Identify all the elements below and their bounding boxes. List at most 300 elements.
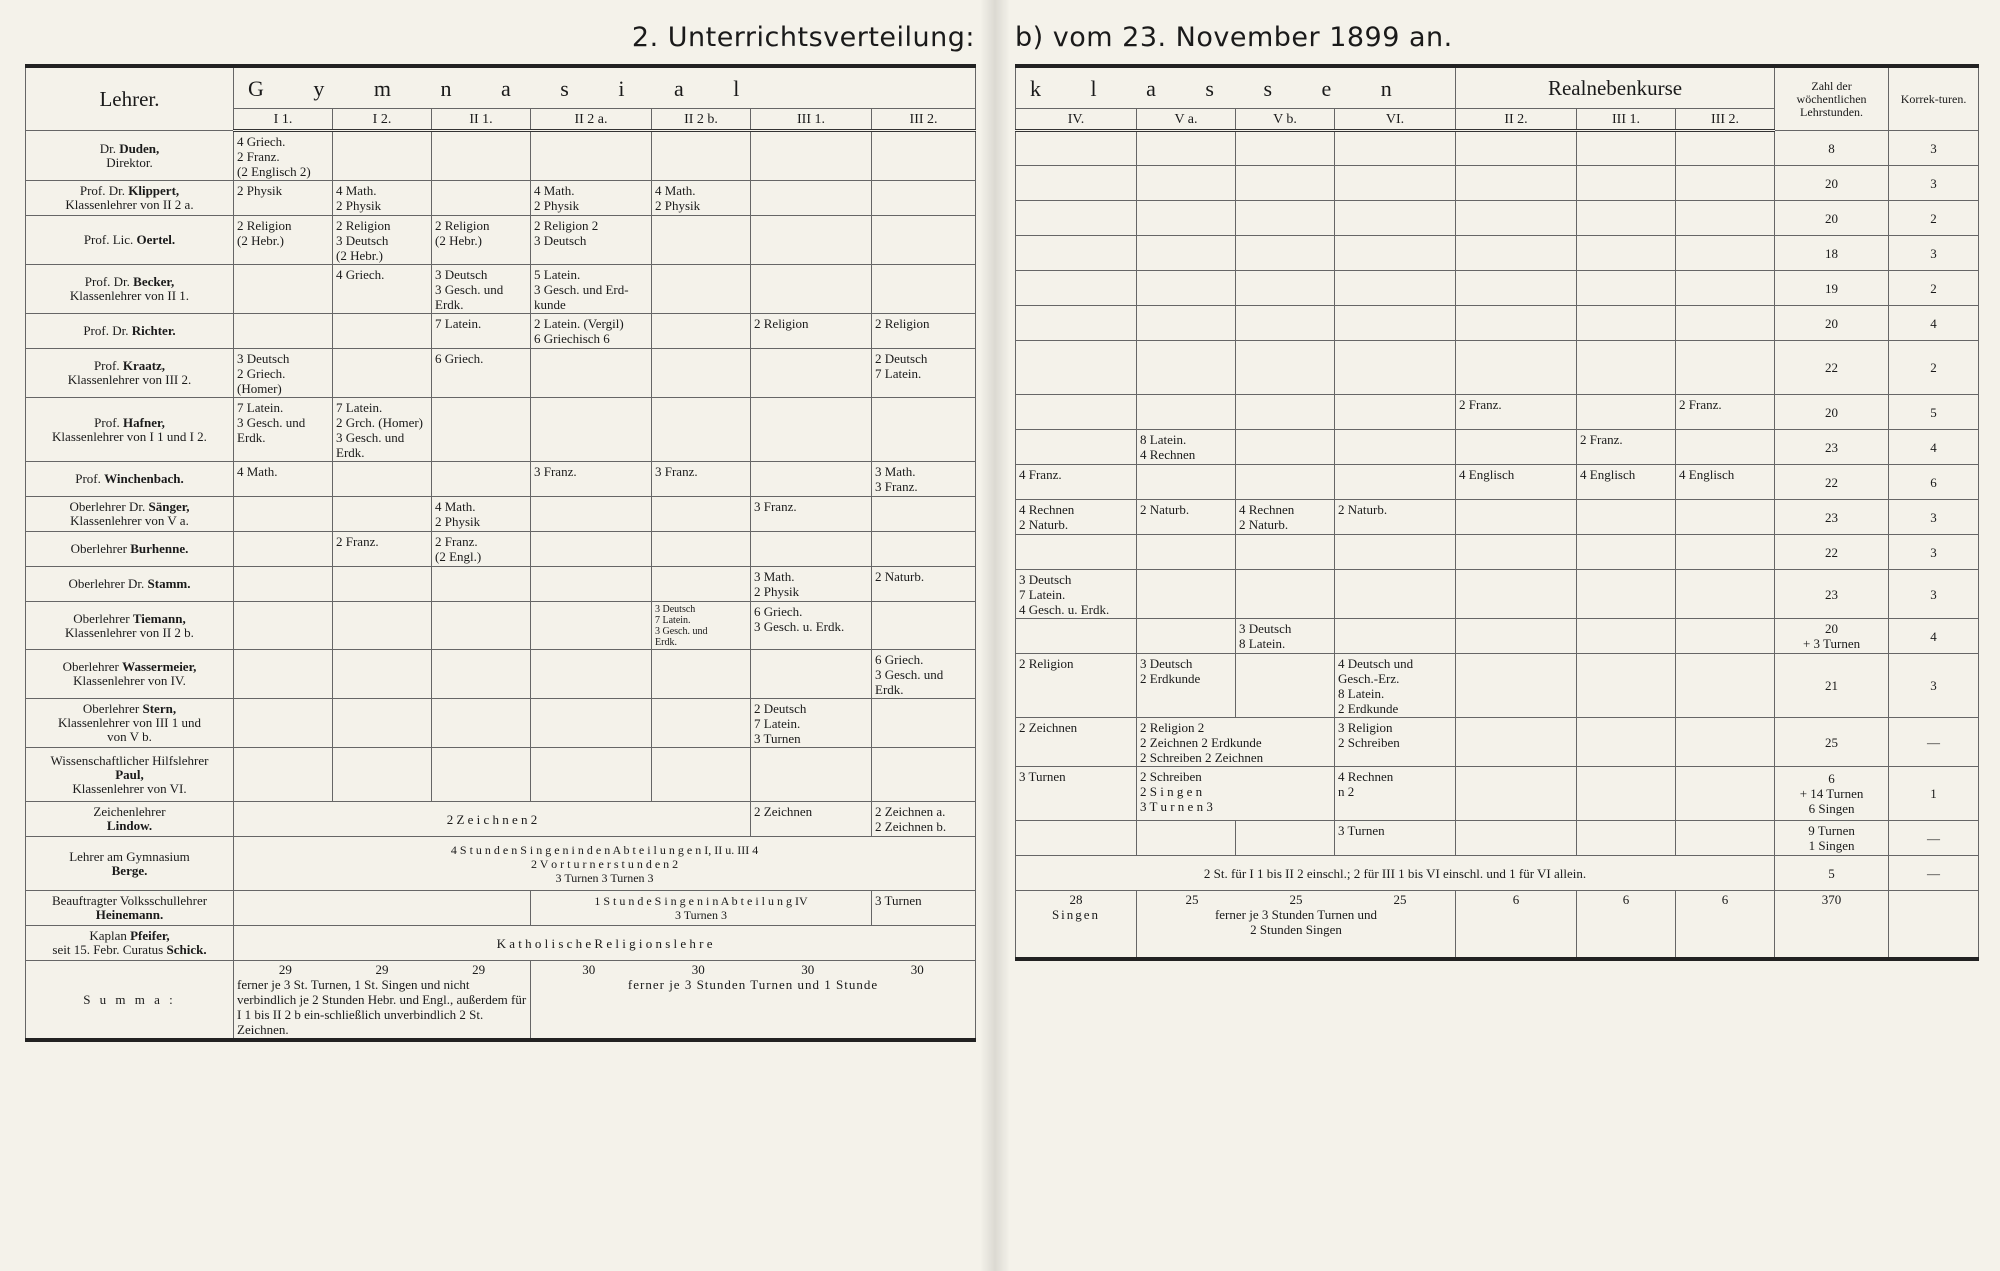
schedule-table-left bbox=[25, 64, 976, 1042]
schedule-cell bbox=[1456, 500, 1577, 535]
hours-cell: 20 + 3 Turnen bbox=[1775, 619, 1889, 654]
class-header: II 2 a. bbox=[531, 109, 652, 131]
schedule-cell bbox=[872, 216, 976, 265]
schedule-cell: 3 Deutsch 2 Erdkunde bbox=[1137, 654, 1236, 718]
schedule-cell: 2 Latein. (Vergil) 6 Griechisch 6 bbox=[531, 314, 652, 349]
teacher-title: Lehrer am Gymnasium bbox=[69, 848, 190, 864]
teacher-name: Winchenbach. bbox=[104, 471, 184, 486]
schedule-cell bbox=[1676, 341, 1775, 395]
summa-note: ferner je 3 St. Turnen, 1 St. Singen und nicht verbindlich je 2 Stunden Hebr. und Engl., außerdem für I 1 bis II 2 b ein-schließlich unverbindlich 2 St. Zeichnen. bbox=[237, 977, 527, 1037]
schedule-cell bbox=[1137, 166, 1236, 201]
schedule-cell: 2 Deutsch 7 Latein. 3 Turnen bbox=[751, 699, 872, 748]
schedule-cell bbox=[531, 398, 652, 462]
schedule-cell bbox=[1676, 271, 1775, 306]
schedule-cell bbox=[1236, 570, 1335, 619]
korrekturen-cell: 3 bbox=[1889, 166, 1979, 201]
summa-number: 6 bbox=[1577, 891, 1676, 959]
summa-cell bbox=[234, 961, 531, 1041]
schedule-cell bbox=[1676, 166, 1775, 201]
schedule-cell bbox=[531, 699, 652, 748]
hours-cell: 23 bbox=[1775, 500, 1889, 535]
teacher-name-cell bbox=[26, 216, 234, 265]
schedule-cell: 6 Griech. 3 Gesch. u. Erdk. bbox=[751, 602, 872, 650]
teacher-name: Klippert, bbox=[128, 183, 180, 198]
schedule-cell: 3 Deutsch 7 Latein. 3 Gesch. und Erdk. bbox=[652, 602, 751, 650]
schedule-cell bbox=[531, 349, 652, 398]
right-page-title: b) vom 23. November 1899 an. bbox=[1015, 22, 1453, 53]
table-row bbox=[1016, 465, 1979, 500]
schedule-cell bbox=[432, 650, 531, 699]
summa-number: 30 bbox=[691, 962, 705, 977]
schedule-cell bbox=[531, 567, 652, 602]
class-header: III 2. bbox=[872, 109, 976, 131]
table-row bbox=[1016, 718, 1979, 767]
schedule-cell bbox=[1456, 306, 1577, 341]
hours-cell: 5 bbox=[1775, 856, 1889, 891]
schedule-cell bbox=[234, 314, 333, 349]
schedule-cell: 2 Religion bbox=[872, 314, 976, 349]
hours-cell: 20 bbox=[1775, 166, 1889, 201]
schedule-table-right bbox=[1015, 64, 1979, 961]
schedule-cell bbox=[432, 181, 531, 216]
teacher-title: Oberlehrer Dr. bbox=[68, 576, 148, 591]
class-header: V a. bbox=[1137, 109, 1236, 131]
table-row bbox=[1016, 395, 1979, 430]
schedule-cell bbox=[1236, 131, 1335, 166]
schedule-cell bbox=[1456, 821, 1577, 856]
schedule-cell bbox=[751, 216, 872, 265]
table-row bbox=[26, 181, 976, 216]
table-row bbox=[26, 497, 976, 532]
korrekturen-cell: 2 bbox=[1889, 201, 1979, 236]
schedule-cell: 3 Turnen bbox=[1335, 821, 1456, 856]
group-header-klassen: k l a s s e n bbox=[1016, 66, 1456, 109]
teacher-title: Beauftragter Volksschullehrer bbox=[51, 893, 208, 908]
schedule-cell bbox=[1137, 201, 1236, 236]
schedule-cell bbox=[1456, 166, 1577, 201]
schedule-cell bbox=[1676, 430, 1775, 465]
table-row bbox=[26, 314, 976, 349]
schedule-cell bbox=[1335, 535, 1456, 570]
teacher-name: Tiemann, bbox=[132, 610, 186, 626]
schedule-cell: 4 Math. 2 Physik bbox=[531, 181, 652, 216]
schedule-cell: 4 Griech. bbox=[333, 265, 432, 314]
teacher-name-secondary: Schick. bbox=[166, 942, 207, 957]
teacher-name-cell bbox=[26, 650, 234, 699]
teacher-name: Heinemann. bbox=[95, 907, 164, 922]
schedule-cell bbox=[751, 748, 872, 802]
table-row bbox=[26, 891, 976, 926]
schedule-cell bbox=[432, 602, 531, 650]
teacher-name: Oertel. bbox=[136, 232, 176, 247]
schedule-cell bbox=[1335, 570, 1456, 619]
teacher-name: Berge. bbox=[111, 862, 148, 878]
schedule-cell: 4 Rechnen n 2 bbox=[1335, 767, 1456, 821]
table-row bbox=[26, 265, 976, 314]
schedule-cell: 7 Latein. 2 Grch. (Homer) 3 Gesch. und Erdk. bbox=[333, 398, 432, 462]
group-header-realnebenkurse: Realnebenkurse bbox=[1456, 66, 1775, 109]
teacher-name: Paul, bbox=[115, 766, 144, 782]
class-header: I 2. bbox=[333, 109, 432, 131]
hours-cell: 19 bbox=[1775, 271, 1889, 306]
schedule-cell bbox=[1335, 619, 1456, 654]
schedule-cell bbox=[1456, 341, 1577, 395]
schedule-cell: 4 Rechnen 2 Naturb. bbox=[1016, 500, 1137, 535]
teacher-role: Klassenlehrer von IV. bbox=[73, 673, 186, 688]
table-row bbox=[1016, 306, 1979, 341]
schedule-cell bbox=[1335, 341, 1456, 395]
schedule-cell: 2 Franz. bbox=[1456, 395, 1577, 430]
schedule-cell: 3 Franz. bbox=[652, 462, 751, 497]
schedule-cell bbox=[1335, 465, 1456, 500]
teacher-name: Stern, bbox=[142, 701, 177, 716]
schedule-cell bbox=[1577, 306, 1676, 341]
schedule-cell bbox=[1676, 718, 1775, 767]
schedule-cell bbox=[1676, 767, 1775, 821]
teacher-name-cell bbox=[26, 314, 234, 349]
schedule-cell bbox=[1676, 619, 1775, 654]
schedule-cell bbox=[234, 699, 333, 748]
left-page-title: 2. Unterrichtsverteilung: bbox=[631, 22, 975, 53]
schedule-cell bbox=[333, 314, 432, 349]
schedule-cell bbox=[872, 748, 976, 802]
teacher-title: Prof. Lic. bbox=[83, 232, 137, 247]
teacher-name-cell bbox=[26, 748, 234, 802]
schedule-cell: 2 Religion (2 Hebr.) bbox=[432, 216, 531, 265]
hours-cell: 20 bbox=[1775, 395, 1889, 430]
teacher-title: Oberlehrer bbox=[73, 610, 133, 626]
schedule-cell: 2 Zeichnen bbox=[751, 802, 872, 837]
schedule-cell: 5 Latein. 3 Gesch. und Erd- kunde bbox=[531, 265, 652, 314]
teacher-title: Prof. Dr. bbox=[79, 183, 129, 198]
schedule-cell: 2 Naturb. bbox=[1335, 500, 1456, 535]
table-row bbox=[26, 650, 976, 699]
table-row bbox=[1016, 619, 1979, 654]
schedule-cell bbox=[872, 398, 976, 462]
korrekturen-cell: 5 bbox=[1889, 395, 1979, 430]
schedule-cell bbox=[652, 699, 751, 748]
summa-number: 6 bbox=[1676, 891, 1775, 959]
table-row bbox=[26, 462, 976, 497]
schedule-cell bbox=[1577, 619, 1676, 654]
table-row bbox=[26, 532, 976, 567]
table-row bbox=[1016, 821, 1979, 856]
schedule-cell bbox=[1676, 306, 1775, 341]
spanning-cell: 4 S t u n d e n S i n g e n i n d e n A b t e i l u n g e n I, II u. III 4 2 V o r t u r n e r s t u n d e n 2 3 Turnen 3 Turnen 3 bbox=[234, 837, 976, 891]
table-row bbox=[26, 926, 976, 961]
left-page bbox=[0, 0, 995, 1271]
schedule-cell bbox=[1456, 570, 1577, 619]
schedule-cell: 4 Englisch bbox=[1456, 465, 1577, 500]
schedule-cell bbox=[1236, 306, 1335, 341]
table-row bbox=[26, 837, 976, 891]
schedule-cell bbox=[1456, 619, 1577, 654]
schedule-cell: 3 Franz. bbox=[531, 462, 652, 497]
schedule-cell bbox=[1236, 271, 1335, 306]
schedule-cell bbox=[1236, 341, 1335, 395]
schedule-cell: 2 Religion 2 2 Zeichnen 2 Erdkunde 2 Schreiben 2 Zeichnen bbox=[1137, 718, 1335, 767]
schedule-cell: 8 Latein. 4 Rechnen bbox=[1137, 430, 1236, 465]
korrekturen-cell: 3 bbox=[1889, 654, 1979, 718]
schedule-cell bbox=[1456, 654, 1577, 718]
col-header-hours: Zahl der wöchentlichen Lehrstunden. bbox=[1775, 66, 1889, 131]
table-row bbox=[1016, 500, 1979, 535]
table-row bbox=[26, 699, 976, 748]
schedule-cell: 4 Deutsch und Gesch.-Erz. 8 Latein. 2 Erdkunde bbox=[1335, 654, 1456, 718]
table-row bbox=[1016, 271, 1979, 306]
schedule-cell: 4 Rechnen 2 Naturb. bbox=[1236, 500, 1335, 535]
schedule-cell: 6 Griech. 3 Gesch. und Erdk. bbox=[872, 650, 976, 699]
schedule-cell bbox=[1577, 500, 1676, 535]
class-header: III 2. bbox=[1676, 109, 1775, 131]
table-row bbox=[1016, 430, 1979, 465]
summa-number: 30 bbox=[910, 962, 924, 977]
teacher-name: Burhenne. bbox=[130, 541, 189, 556]
schedule-cell bbox=[1236, 166, 1335, 201]
schedule-cell bbox=[1137, 131, 1236, 166]
schedule-cell bbox=[333, 602, 432, 650]
hours-cell: 23 bbox=[1775, 570, 1889, 619]
korrekturen-cell: 3 bbox=[1889, 131, 1979, 166]
schedule-cell bbox=[751, 398, 872, 462]
schedule-cell bbox=[531, 602, 652, 650]
table-row bbox=[1016, 767, 1979, 821]
schedule-cell bbox=[531, 650, 652, 699]
class-header: II 2 b. bbox=[652, 109, 751, 131]
schedule-cell bbox=[872, 602, 976, 650]
hours-cell: 25 bbox=[1775, 718, 1889, 767]
table-row bbox=[1016, 654, 1979, 718]
teacher-name-cell bbox=[26, 265, 234, 314]
schedule-cell: 3 Turnen bbox=[1016, 767, 1137, 821]
summa-note: ferner je 3 Stunden Turnen und 1 Stunde bbox=[627, 977, 879, 992]
schedule-cell bbox=[333, 349, 432, 398]
summa-row bbox=[1016, 891, 1979, 959]
spanning-cell: 2 Z e i c h n e n 2 bbox=[234, 802, 751, 837]
schedule-cell bbox=[1335, 201, 1456, 236]
schedule-cell bbox=[652, 265, 751, 314]
schedule-cell bbox=[432, 699, 531, 748]
summa-note: ferner je 3 Stunden Turnen und 2 Stunden Singen bbox=[1214, 907, 1378, 937]
schedule-cell bbox=[1676, 201, 1775, 236]
table-row bbox=[26, 216, 976, 265]
summa-number: 29 bbox=[375, 962, 389, 977]
schedule-cell bbox=[1236, 201, 1335, 236]
schedule-cell bbox=[1577, 395, 1676, 430]
korrekturen-cell: 1 bbox=[1889, 767, 1979, 821]
table-row bbox=[26, 748, 976, 802]
schedule-cell: 3 Deutsch 8 Latein. bbox=[1236, 619, 1335, 654]
schedule-cell bbox=[234, 748, 333, 802]
korrekturen-cell: 3 bbox=[1889, 236, 1979, 271]
hours-cell: 22 bbox=[1775, 535, 1889, 570]
schedule-cell bbox=[1016, 166, 1137, 201]
table-row bbox=[26, 567, 976, 602]
schedule-cell bbox=[872, 131, 976, 181]
class-header: VI. bbox=[1335, 109, 1456, 131]
teacher-role: Direktor. bbox=[106, 154, 153, 170]
schedule-cell bbox=[1016, 236, 1137, 271]
summa-number: 30 bbox=[582, 962, 596, 977]
schedule-cell bbox=[1456, 236, 1577, 271]
schedule-cell bbox=[1577, 236, 1676, 271]
schedule-cell bbox=[1456, 767, 1577, 821]
schedule-cell bbox=[234, 532, 333, 567]
schedule-cell bbox=[234, 891, 531, 926]
schedule-cell bbox=[1137, 465, 1236, 500]
summa-cell bbox=[1016, 891, 1137, 959]
schedule-cell: 2 Religion 2 3 Deutsch bbox=[531, 216, 652, 265]
schedule-cell bbox=[652, 131, 751, 181]
class-header: I 1. bbox=[234, 109, 333, 131]
schedule-cell: 2 Franz. (2 Engl.) bbox=[432, 532, 531, 567]
hours-cell: 20 bbox=[1775, 201, 1889, 236]
schedule-cell bbox=[1137, 570, 1236, 619]
hours-cell: 22 bbox=[1775, 465, 1889, 500]
table-row bbox=[26, 131, 976, 181]
summa-row bbox=[26, 961, 976, 1041]
schedule-cell bbox=[333, 131, 432, 181]
schedule-cell bbox=[1236, 654, 1335, 718]
schedule-cell bbox=[1577, 201, 1676, 236]
schedule-cell: 4 Griech. 2 Franz. (2 Englisch 2) bbox=[234, 131, 333, 181]
teacher-name: Duden, bbox=[119, 140, 160, 156]
schedule-cell bbox=[652, 748, 751, 802]
schedule-cell: 2 Deutsch 7 Latein. bbox=[872, 349, 976, 398]
table-row bbox=[26, 602, 976, 650]
schedule-cell bbox=[1016, 535, 1137, 570]
teacher-name-cell bbox=[26, 497, 234, 532]
teacher-role: seit 15. Febr. Curatus bbox=[52, 942, 167, 957]
spanning-cell: K a t h o l i s c h e R e l i g i o n s l e h r e bbox=[234, 926, 976, 961]
hours-cell: 23 bbox=[1775, 430, 1889, 465]
korrekturen-cell: 3 bbox=[1889, 500, 1979, 535]
schedule-cell: 4 Math. 2 Physik bbox=[652, 181, 751, 216]
schedule-cell bbox=[1137, 306, 1236, 341]
table-row bbox=[1016, 236, 1979, 271]
teacher-name-cell bbox=[26, 131, 234, 181]
schedule-cell bbox=[652, 349, 751, 398]
schedule-cell bbox=[652, 314, 751, 349]
summa-number: 29 bbox=[278, 962, 292, 977]
teacher-role: Klassenlehrer von I 1 und I 2. bbox=[52, 428, 207, 444]
schedule-cell bbox=[333, 748, 432, 802]
hours-cell: 21 bbox=[1775, 654, 1889, 718]
schedule-cell bbox=[1016, 430, 1137, 465]
schedule-cell bbox=[234, 567, 333, 602]
summa-note: Singen bbox=[1051, 907, 1101, 922]
schedule-cell bbox=[432, 748, 531, 802]
schedule-cell bbox=[1016, 341, 1137, 395]
schedule-cell: 4 Franz. bbox=[1016, 465, 1137, 500]
korrekturen-cell: 3 bbox=[1889, 570, 1979, 619]
schedule-cell bbox=[1676, 821, 1775, 856]
korrekturen-cell: 3 bbox=[1889, 535, 1979, 570]
schedule-cell bbox=[333, 462, 432, 497]
schedule-cell: 2 Zeichnen a. 2 Zeichnen b. bbox=[872, 802, 976, 837]
schedule-cell bbox=[1335, 395, 1456, 430]
schedule-cell bbox=[872, 532, 976, 567]
schedule-cell bbox=[1137, 236, 1236, 271]
teacher-name-cell bbox=[26, 398, 234, 462]
teacher-name-cell bbox=[26, 181, 234, 216]
table-row bbox=[26, 349, 976, 398]
schedule-cell bbox=[1676, 131, 1775, 166]
schedule-cell bbox=[1577, 166, 1676, 201]
class-header: IV. bbox=[1016, 109, 1137, 131]
schedule-cell: 3 Deutsch 7 Latein. 4 Gesch. u. Erdk. bbox=[1016, 570, 1137, 619]
schedule-cell bbox=[751, 462, 872, 497]
spanning-cell: 1 S t u n d e S i n g e n i n A b t e i l u n g IV 3 Turnen 3 bbox=[531, 891, 872, 926]
teacher-title: Prof. Dr. bbox=[84, 274, 134, 289]
schedule-cell: 3 Math. 2 Physik bbox=[751, 567, 872, 602]
schedule-cell: 4 Englisch bbox=[1676, 465, 1775, 500]
summa-hours: 370 bbox=[1775, 891, 1889, 959]
table-row bbox=[1016, 201, 1979, 236]
group-header-gymnasial: G y m n a s i a l bbox=[234, 66, 976, 109]
table-row bbox=[1016, 856, 1979, 891]
schedule-cell bbox=[872, 497, 976, 532]
teacher-name-cell bbox=[26, 802, 234, 837]
schedule-cell bbox=[872, 181, 976, 216]
schedule-cell bbox=[1335, 131, 1456, 166]
schedule-cell bbox=[1137, 271, 1236, 306]
schedule-cell bbox=[1456, 131, 1577, 166]
table-row bbox=[1016, 166, 1979, 201]
schedule-cell bbox=[1676, 535, 1775, 570]
right-page bbox=[995, 0, 2000, 1271]
schedule-cell bbox=[531, 497, 652, 532]
teacher-role: Klassenlehrer von VI. bbox=[72, 780, 187, 796]
schedule-cell bbox=[1335, 166, 1456, 201]
schedule-cell bbox=[751, 265, 872, 314]
summa-number: 25 bbox=[1393, 892, 1407, 907]
class-header: III 1. bbox=[1577, 109, 1676, 131]
table-row bbox=[1016, 535, 1979, 570]
teacher-role: Klassenlehrer von II 2 a. bbox=[65, 197, 194, 212]
schedule-cell: 7 Latein. 3 Gesch. und Erdk. bbox=[234, 398, 333, 462]
schedule-cell: 2 Zeichnen bbox=[1016, 718, 1137, 767]
schedule-cell bbox=[1577, 341, 1676, 395]
schedule-cell bbox=[652, 497, 751, 532]
teacher-name-cell bbox=[26, 699, 234, 748]
korrekturen-cell: 4 bbox=[1889, 430, 1979, 465]
schedule-cell bbox=[652, 650, 751, 699]
schedule-cell bbox=[1016, 201, 1137, 236]
teacher-name-cell bbox=[26, 462, 234, 497]
schedule-cell bbox=[1137, 395, 1236, 430]
teacher-role: Klassenlehrer von III 1 und von V b. bbox=[58, 715, 201, 744]
schedule-cell: 2 Naturb. bbox=[1137, 500, 1236, 535]
teacher-name: Becker, bbox=[133, 274, 175, 289]
schedule-cell: 3 Deutsch 3 Gesch. und Erdk. bbox=[432, 265, 531, 314]
table-row bbox=[26, 398, 976, 462]
korrekturen-cell: — bbox=[1889, 856, 1979, 891]
schedule-cell bbox=[531, 131, 652, 181]
hours-cell: 22 bbox=[1775, 341, 1889, 395]
summa-number: 29 bbox=[472, 962, 486, 977]
schedule-cell bbox=[234, 650, 333, 699]
teacher-name: Kraatz, bbox=[122, 358, 166, 373]
schedule-cell bbox=[1137, 535, 1236, 570]
teacher-name-cell bbox=[26, 349, 234, 398]
schedule-cell bbox=[1236, 821, 1335, 856]
teacher-name: Hafner, bbox=[123, 414, 165, 430]
schedule-cell bbox=[1676, 654, 1775, 718]
schedule-cell: 4 Math. bbox=[234, 462, 333, 497]
schedule-cell bbox=[1137, 619, 1236, 654]
schedule-cell: 3 Math. 3 Franz. bbox=[872, 462, 976, 497]
